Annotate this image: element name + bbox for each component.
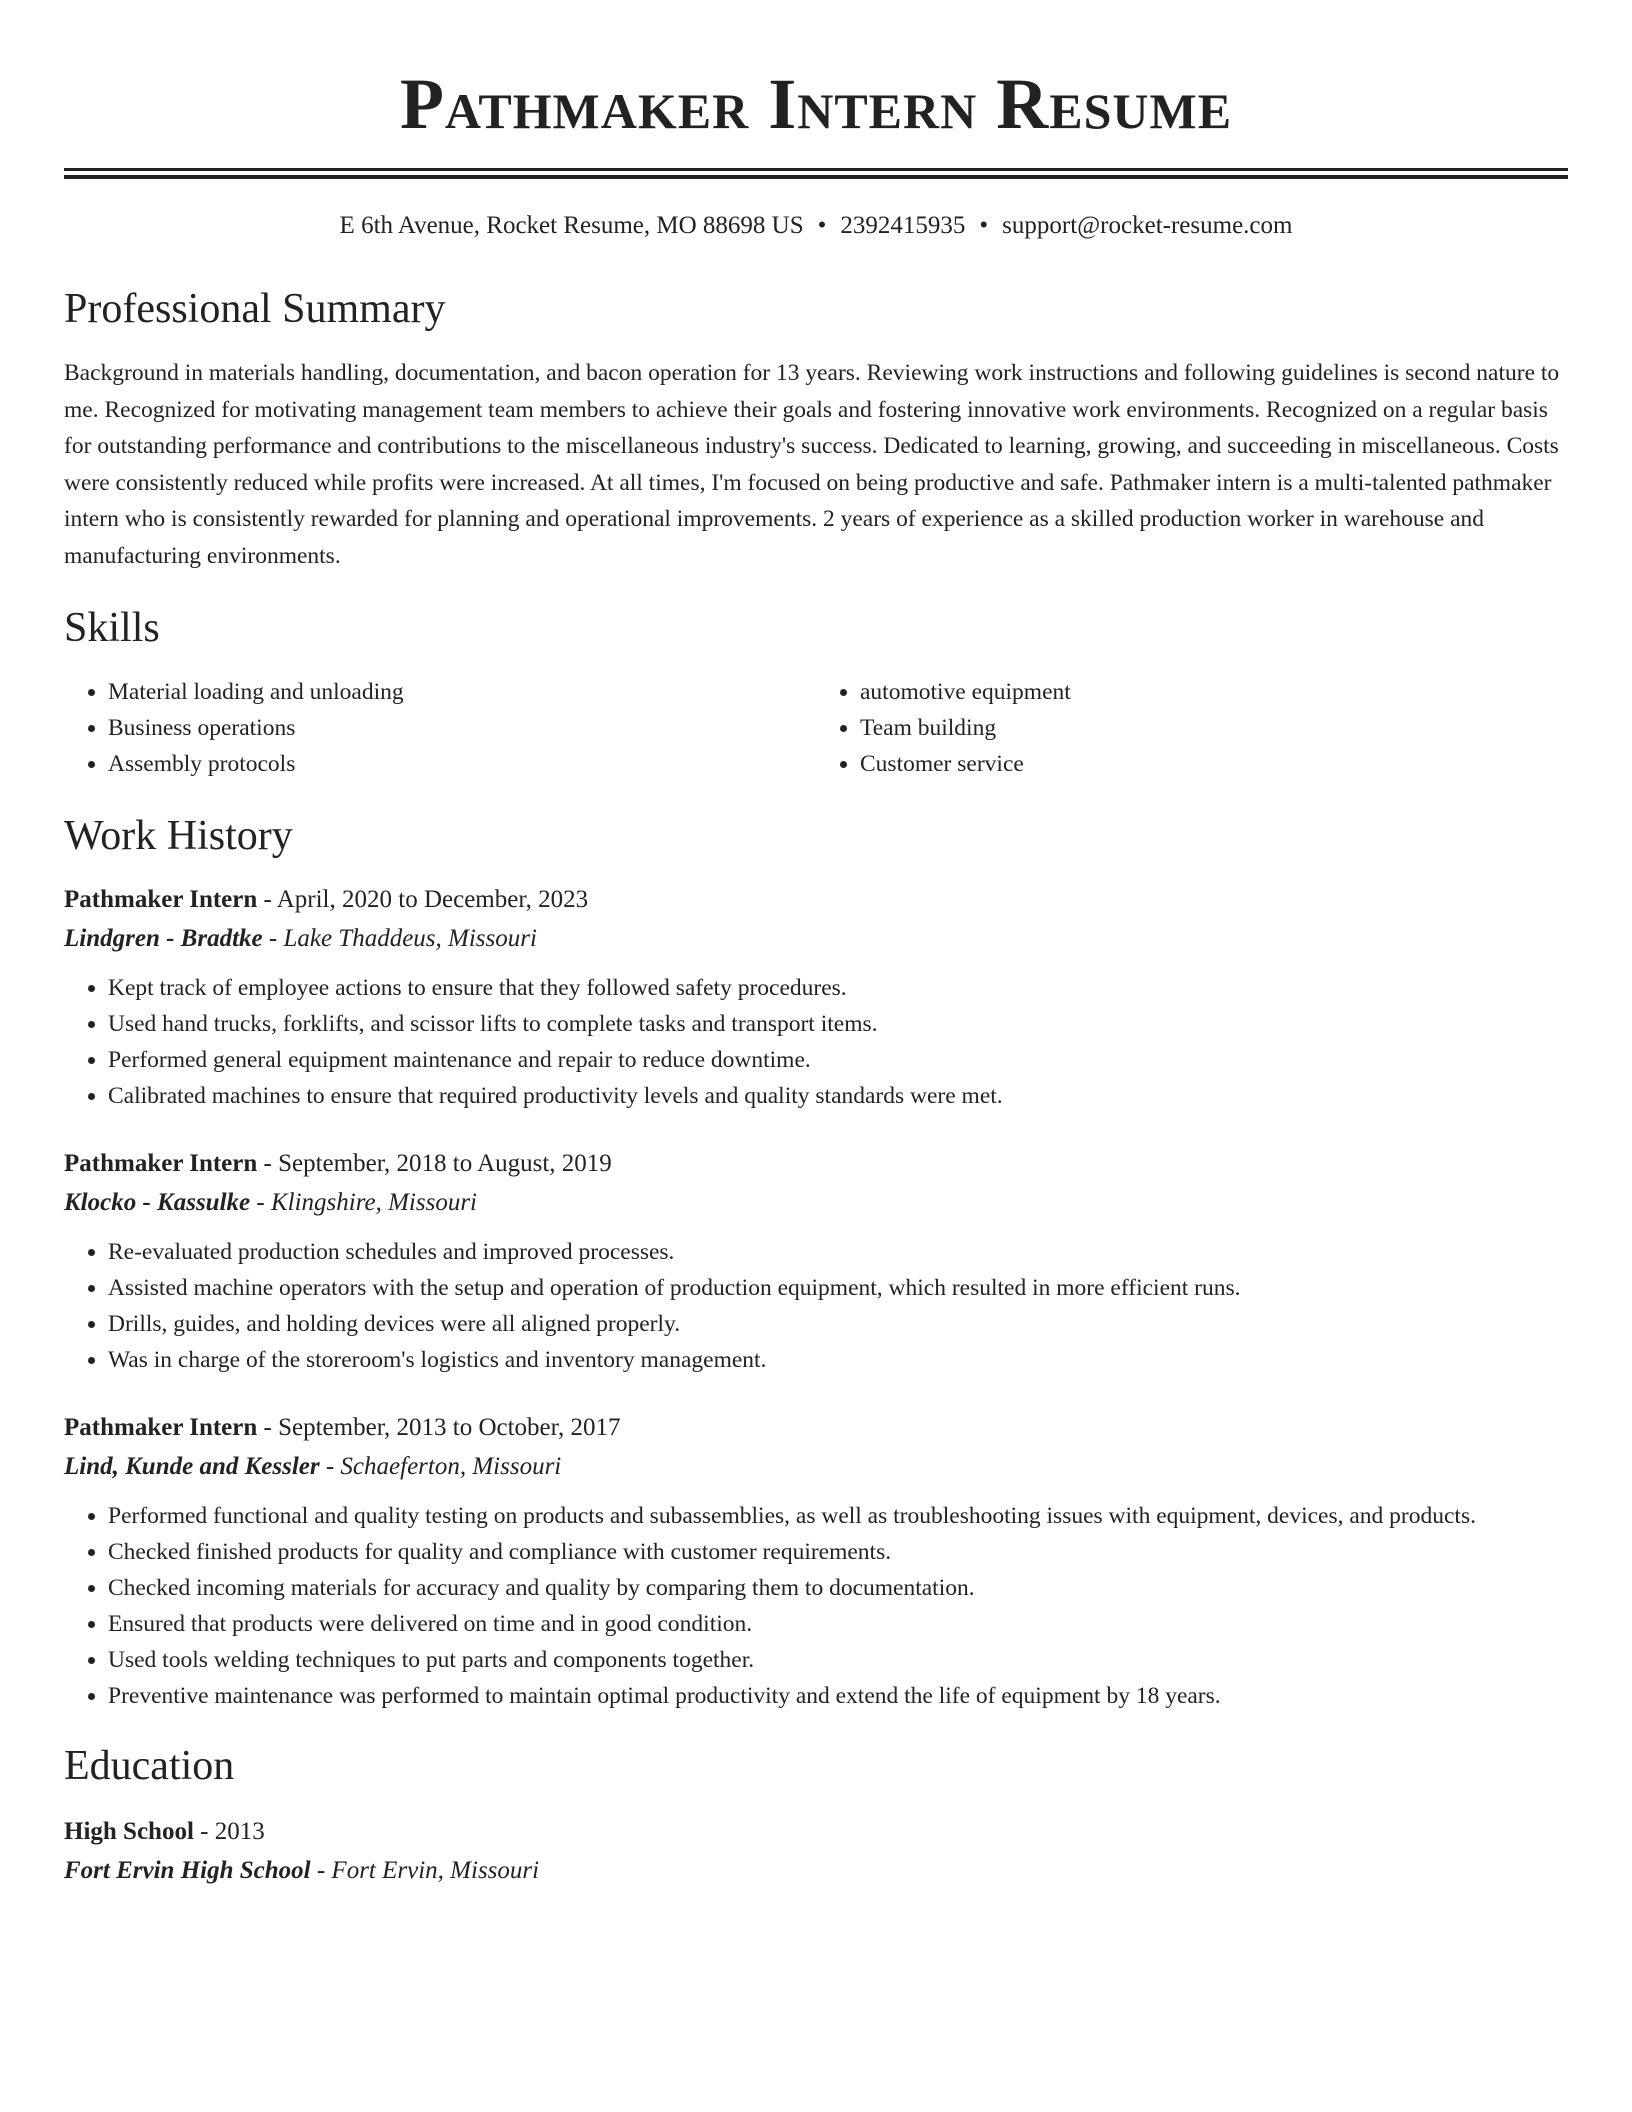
education-year: - 2013 <box>193 1818 265 1845</box>
job-entry <box>64 1408 1568 1714</box>
job-duty: • Drills, guides, and holding devices were all aligned properly. <box>108 1306 1568 1342</box>
page-title: Pathmaker Intern Resume <box>399 64 1233 144</box>
summary-text: Background in materials handling, documentation, and bacon operation for 13 years. Reviewing work instructions and following guidelines is second nature to me. Recognized for motivating management team members to achieve their goals and fostering innovative work environments. Recognized on a regular basis for outstanding performance and contributions to the miscellaneous industry's success. Dedicated to learning, growing, and succeeding in miscellaneous. Costs were consistently reduced while profits were increased. At all times, I'm focused on being productive and safe. Pathmaker intern is a multi-talented pathmaker intern who is consistently rewarded for planning and operational improvements. 2 years of experience as a skilled production worker in warehouse and manufacturing environments. <box>64 360 1560 569</box>
job-dates: - April, 2020 to December, 2023 <box>257 886 589 913</box>
skill-item: • Customer service <box>860 746 1568 782</box>
contact-separator: • <box>817 212 827 239</box>
job-title-line <box>64 880 1568 920</box>
job-company: Klocko - Kassulke <box>64 1189 251 1216</box>
job-duties <box>64 970 1568 1114</box>
skills-column-right <box>816 674 1568 782</box>
job-title: Pathmaker Intern <box>64 1414 258 1441</box>
job-title-line <box>64 1144 1568 1184</box>
job-duty: • Ensured that products were delivered on time and in good condition. <box>108 1606 1568 1642</box>
job-duty: • Performed functional and quality testing on products and subassemblies, as well as troubleshooting issues with equipment, devices, and products. <box>108 1498 1568 1534</box>
job-duty: • Assisted machine operators with the setup and operation of production equipment, which resulted in more efficient runs. <box>108 1270 1568 1306</box>
skill-item: • Assembly protocols <box>108 746 816 782</box>
job-duty: • Preventive maintenance was performed to maintain optimal productivity and extend the life of equipment by 18 years. <box>108 1678 1568 1714</box>
education-entry <box>64 1812 1568 1890</box>
job-entry <box>64 1144 1568 1378</box>
job-duty: • Was in charge of the storeroom's logistics and inventory management. <box>108 1342 1568 1378</box>
job-dates: - September, 2018 to August, 2019 <box>257 1150 612 1177</box>
contact-separator: • <box>979 212 989 239</box>
skill-item: • Team building <box>860 710 1568 746</box>
education-school: Fort Ervin High School <box>64 1857 311 1884</box>
job-duty: • Kept track of employee actions to ensure that they followed safety procedures. <box>108 970 1568 1006</box>
job-title-line <box>64 1408 1568 1448</box>
job-company: Lind, Kunde and Kessler <box>64 1453 320 1480</box>
job-location: - Lake Thaddeus, Missouri <box>262 925 537 952</box>
job-company: Lindgren - Bradtke <box>64 925 263 952</box>
skills-heading: Skills <box>64 605 160 651</box>
job-dates: - September, 2013 to October, 2017 <box>257 1414 621 1441</box>
job-company-line <box>64 1184 1568 1222</box>
job-entry <box>64 880 1568 1114</box>
job-duty: • Used hand trucks, forklifts, and scissor lifts to complete tasks and transport items. <box>108 1006 1568 1042</box>
job-duty: • Calibrated machines to ensure that required productivity levels and quality standards were met. <box>108 1078 1568 1114</box>
job-duty: • Checked incoming materials for accuracy and quality by comparing them to documentation. <box>108 1570 1568 1606</box>
job-location: - Schaeferton, Missouri <box>319 1453 562 1480</box>
summary-heading: Professional Summary <box>64 286 446 332</box>
job-duty: • Used tools welding techniques to put parts and components together. <box>108 1642 1568 1678</box>
job-company-line <box>64 1448 1568 1486</box>
job-duty: • Performed general equipment maintenance and repair to reduce downtime. <box>108 1042 1568 1078</box>
skills-column-left <box>64 674 816 782</box>
skills-list <box>64 674 1568 782</box>
skill-item: • Business operations <box>108 710 816 746</box>
skill-item: • automotive equipment <box>860 674 1568 710</box>
title-divider <box>64 168 1568 179</box>
work-history-heading: Work History <box>64 813 293 859</box>
contact-phone: 2392415935 <box>840 212 966 239</box>
education-school-line <box>64 1852 1568 1890</box>
job-duty: • Checked finished products for quality and compliance with customer requirements. <box>108 1534 1568 1570</box>
job-duties <box>64 1234 1568 1378</box>
education-location: - Fort Ervin, Missouri <box>310 1857 540 1884</box>
job-title: Pathmaker Intern <box>64 1150 258 1177</box>
job-duty: • Re-evaluated production schedules and improved processes. <box>108 1234 1568 1270</box>
education-degree-line <box>64 1812 1568 1852</box>
education-heading: Education <box>64 1743 235 1789</box>
contact-email: support@rocket-resume.com <box>1002 212 1293 239</box>
job-duties <box>64 1498 1568 1714</box>
education-degree: High School <box>64 1818 194 1845</box>
contact-line <box>64 209 1568 243</box>
job-company-line <box>64 920 1568 958</box>
job-location: - Klingshire, Missouri <box>250 1189 477 1216</box>
skill-item: • Material loading and unloading <box>108 674 816 710</box>
contact-address: E 6th Avenue, Rocket Resume, MO 88698 US <box>339 212 804 239</box>
job-title: Pathmaker Intern <box>64 886 258 913</box>
